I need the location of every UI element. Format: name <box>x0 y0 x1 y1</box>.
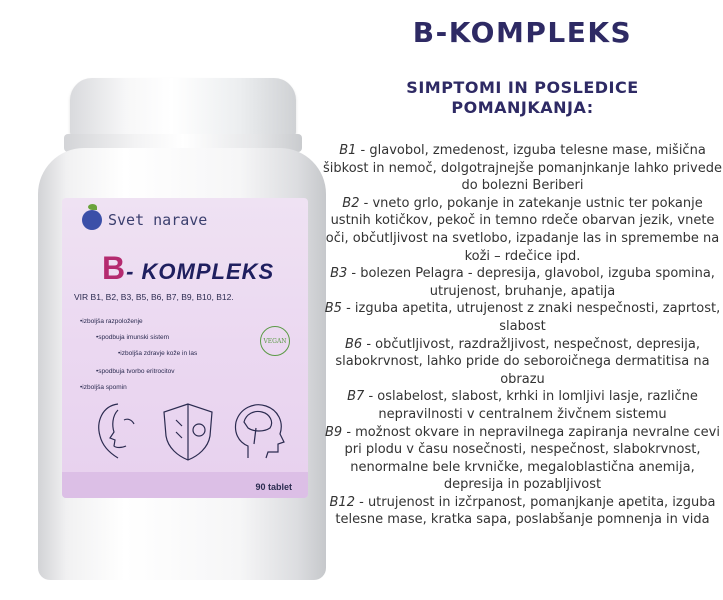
vitamin-code: B12 <box>329 494 355 510</box>
vitamin-code: B3 <box>330 266 348 282</box>
benefit-item: • izboljša spomin <box>80 384 127 391</box>
symptom-item <box>322 195 723 265</box>
face-icon <box>99 404 134 458</box>
vitamin-code: B5 <box>324 301 342 317</box>
product-label <box>62 198 308 498</box>
blueberry-icon <box>82 210 102 230</box>
illustration-icons <box>88 400 288 462</box>
symptom-item <box>322 300 723 335</box>
subtitle-line: SIMPTOMI IN POSLEDICE <box>406 78 639 97</box>
vitamin-code: B6 <box>345 336 363 352</box>
vitamin-code: B2 <box>342 195 360 211</box>
symptom-text: - vneto grlo, pokanje in zatekanje ustnic ter pokanje ustnih kotičkov, pekoč in temno rdeče obarvan jezik, vnete oči, občutljivost na svetlobo, izpadanje las in spremembe na koži – rdečice ipd. <box>325 195 720 264</box>
brand-name: Svet narave <box>108 211 208 229</box>
symptom-item <box>322 388 723 423</box>
benefit-item: • spodbuja tvorbo eritrocitov <box>96 368 175 375</box>
brain-head-icon <box>236 405 285 458</box>
symptom-text: - občutljivost, razdražljivost, nespečnost, depresija, slabokrvnost, lahko pride do seboroičnega dermatitisa na obrazu <box>335 336 710 387</box>
vegan-badge: VEGAN <box>260 326 290 356</box>
bottle-cap <box>70 78 296 138</box>
symptom-text: - oslabelost, slabost, krhki in lomljivi lasje, različne nepravilnosti v centralnem živčnem sistemu <box>364 389 698 422</box>
subtitle-line: POMANJKANJA: <box>451 98 594 117</box>
symptom-item <box>322 265 723 300</box>
symptom-text: - možnost okvare in nepravilnega zapiranja nevralne cevi pri plodu v času nosečnosti, nespečnost, slabokrvnost, nenormalne bele krvničke, megaloblastična anemija, depresija in pozabljivost <box>342 424 720 493</box>
symptom-text: - izguba apetita, utrujenost z znaki nespečnosti, zaprtost, slabost <box>341 301 721 334</box>
vitamin-code: B9 <box>324 424 343 440</box>
vitamin-list: VIR B1, B2, B3, B5, B6, B7, B9, B10, B12. <box>74 292 234 302</box>
tablet-count: 90 tablet <box>255 482 292 492</box>
vitamin-code: B1 <box>339 143 357 158</box>
product-bottle <box>38 78 326 580</box>
symptom-item <box>322 336 723 389</box>
brand-logo <box>82 210 207 230</box>
symptom-item <box>322 424 723 494</box>
symptom-text: - bolezen Pelagra - depresija, glavobol, izguba spomina, utrujenost, bruhanje, apatija <box>347 266 715 299</box>
product-title-rest: - KOMPLEKS <box>126 259 275 284</box>
symptom-item <box>322 494 723 529</box>
symptom-item <box>322 142 723 195</box>
benefit-item: • izboljša zdravje kože in las <box>118 350 197 357</box>
symptom-text: - glavobol, zmedenost, izguba telesne mase, mišična šibkost in nemoč, dolgotrajnejše pomanjnkanje lahko privede do bolezni Beriberi <box>323 143 722 194</box>
vitamin-code: B7 <box>347 389 365 405</box>
symptom-list <box>322 142 723 529</box>
product-title <box>102 250 274 287</box>
symptom-text: - utrujenost in izčrpanost, pomanjkanje apetita, izguba telesne mase, kratka sapa, poslabšanje pomnenja in vida <box>335 494 716 528</box>
shield-icon <box>164 404 212 460</box>
benefit-item: • spodbuja imunski sistem <box>96 334 169 341</box>
section-subtitle <box>322 78 723 118</box>
product-title-b: B <box>102 250 127 286</box>
benefit-item: • izboljša razpoloženje <box>80 318 143 325</box>
page-title: B-KOMPLEKS <box>412 16 633 49</box>
